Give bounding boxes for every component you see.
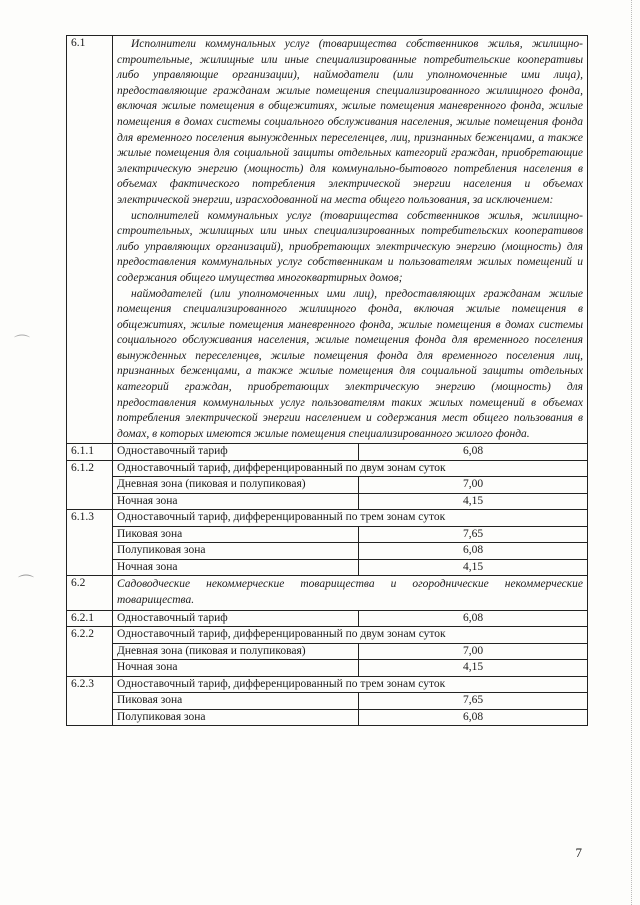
- consumer-group-description: Садоводческие некоммерческие товарищества и огороднические некоммерческие товарищества.: [113, 576, 588, 610]
- consumer-group-description: [113, 36, 588, 444]
- table-row: [67, 676, 588, 726]
- zone-value: 7,65: [359, 693, 588, 710]
- zone-label: Пиковая зона: [113, 693, 359, 710]
- table-row: [67, 510, 588, 576]
- tariff-value: 6,08: [462, 445, 484, 458]
- tariff-label: Одноставочный тариф, дифференцированный по трем зонам суток: [117, 511, 446, 524]
- row-number: 6.2.1: [67, 610, 113, 627]
- zone-label: Пиковая зона: [113, 526, 359, 543]
- scan-speck: ⌒: [14, 335, 31, 352]
- tariff-cell: [113, 610, 588, 627]
- zone-value: 6,08: [359, 709, 588, 725]
- paragraph: Исполнители коммунальных услуг (товарищества собственников жилья, жилищно-строительные, жилищные или иные специализированные потребительские кооперативы либо управляющие организации), наймодатели (или уполномоченные ими лица), предоставляющие гражданам жилые помещения специализированного жилищного фонда, включая жилые помещения в общежитиях, жилые помещения маневренного фонда, жилые помещения в домах системы социального обслуживания населения, жилые помещения фонда для временного поселения вынужденных переселенцев, лиц, признанных беженцами, а также жилые помещения для социальной защиты отдельных категорий граждан, приобретающие электрическую энергию (мощность) для коммунально-бытового потребления населения в объемах фактического потребления электрической энергии населения и объемах электрической энергии, израсходованной на места общего пользования, за исключением:: [117, 38, 583, 206]
- table-row: [67, 460, 588, 510]
- tariff-label: Одноставочный тариф, дифференцированный по двум зонам суток: [117, 628, 446, 641]
- zone-value: 4,15: [359, 493, 588, 509]
- table-row: [67, 627, 588, 677]
- row-number: 6.1.2: [67, 460, 113, 510]
- row-number: 6.2.3: [67, 676, 113, 726]
- tariff-cell: [113, 676, 588, 726]
- tariff-label: Одноставочный тариф: [113, 611, 359, 627]
- zone-value: 4,15: [359, 559, 588, 575]
- page-number: 7: [575, 845, 582, 860]
- zone-label: Полупиковая зона: [113, 709, 359, 725]
- table-row: [67, 444, 588, 461]
- paragraph: наймодателей (или уполномоченных ими лиц), предоставляющих гражданам жилые помещения специализированного жилищного фонда, включая жилые помещения в общежитиях, жилые помещения маневренного фонда, жилые помещения в домах системы социального обслуживания населения, жилые помещения фонда для временного поселения вынужденных переселенцев, жилые помещения фонда для временного поселения лиц, признанных беженцами, а также жилые помещения для социальной защиты отдельных категорий граждан, приобретающих электрическую энергию (мощность) для предоставления коммунальных услуг пользователям таких жилых помещений в объемах потребления электрической энергии населением и содержания мест общего пользования в домах, в которых имеются жилые помещения специализированного жилого фонда.: [117, 287, 583, 440]
- zone-label: Полупиковая зона: [113, 543, 359, 560]
- scan-edge-line: [631, 0, 632, 905]
- tariff-label: Одноставочный тариф, дифференцированный по трем зонам суток: [117, 677, 446, 690]
- tariff-label: Одноставочный тариф: [113, 444, 359, 460]
- tariff-label: Одноставочный тариф, дифференцированный по двум зонам суток: [117, 461, 446, 474]
- paragraph: исполнителей коммунальных услуг (товарищества собственников жилья, жилищно-строительных, жилищных или иных специализированных потребительских кооперативов либо управляющих организаций), приобретающих электрическую энергию (мощность) для предоставления коммунальных услуг собственникам и пользователям жилых помещений и содержания общего имущества многоквартирных домов;: [117, 209, 583, 284]
- zone-value: 4,15: [359, 660, 588, 676]
- row-number: 6.1.1: [67, 444, 113, 461]
- table-row: [67, 36, 588, 444]
- row-number: 6.2: [67, 576, 113, 610]
- row-number: 6.1.3: [67, 510, 113, 576]
- zone-label: Дневная зона (пиковая и полупиковая): [113, 477, 359, 494]
- table-row: [67, 610, 588, 627]
- zone-label: Дневная зона (пиковая и полупиковая): [113, 643, 359, 660]
- tariff-cell: [113, 460, 588, 510]
- zone-value: 7,00: [359, 477, 588, 494]
- row-number: 6.1: [67, 36, 113, 444]
- tariff-table: [66, 35, 588, 726]
- tariff-value: 6,08: [462, 611, 484, 624]
- scan-speck: ⌒: [18, 575, 35, 592]
- zone-label: Ночная зона: [113, 559, 359, 575]
- table-row: [67, 576, 588, 610]
- zone-label: Ночная зона: [113, 660, 359, 676]
- zone-value: 6,08: [359, 543, 588, 560]
- zone-value: 7,00: [359, 643, 588, 660]
- zone-value: 7,65: [359, 526, 588, 543]
- tariff-cell: [113, 510, 588, 576]
- row-number: 6.2.2: [67, 627, 113, 677]
- zone-label: Ночная зона: [113, 493, 359, 509]
- tariff-cell: [113, 627, 588, 677]
- tariff-cell: [113, 444, 588, 461]
